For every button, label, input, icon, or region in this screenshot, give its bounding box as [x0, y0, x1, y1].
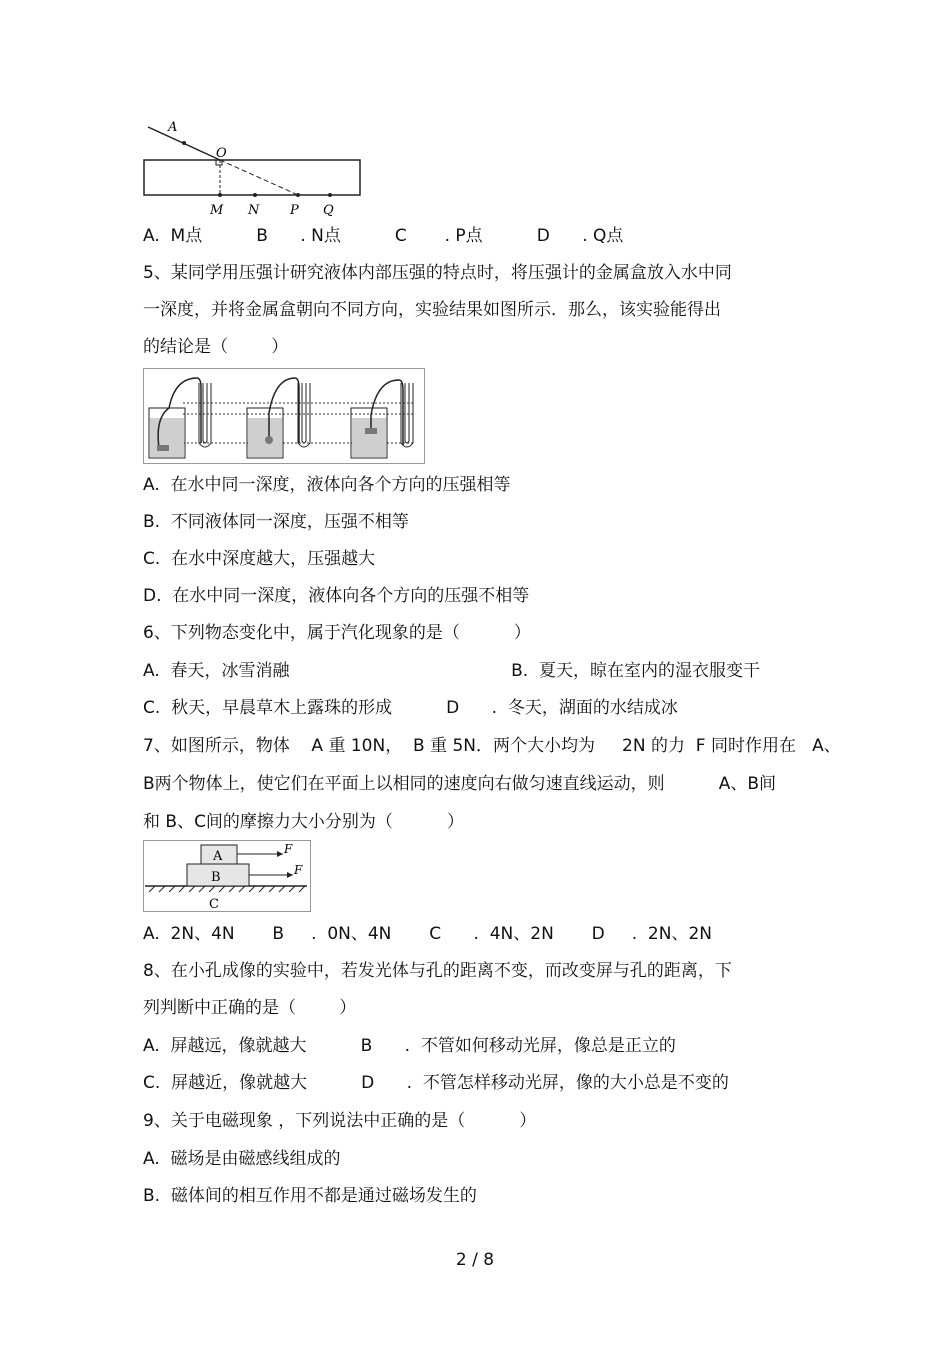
q7-options: A. 2N、4N B . 0N、4N C . 4N、2N D . 2N、2N [143, 924, 713, 944]
q5-option-b: B. 不同液体同一深度，压强不相等 [143, 512, 409, 532]
point-p-dot [296, 193, 300, 197]
q6-options-ab: A. 春天，冰雪消融 B. 夏天，晾在室内的湿衣服变干 [143, 661, 760, 681]
label-block-b: B [211, 870, 221, 885]
pressure-gauge-figure [143, 368, 425, 464]
q9-option-a: A. 磁场是由磁感线组成的 [143, 1149, 341, 1169]
q5-option-d: D. 在水中同一深度，液体向各个方向的压强不相等 [143, 586, 530, 606]
q5-option-a: A. 在水中同一深度，液体向各个方向的压强相等 [143, 475, 511, 495]
q8-options-ab: A. 屏越远，像就越大 B . 不管如何移动光屏，像总是正立的 [143, 1036, 676, 1056]
label-f-top: F [284, 842, 293, 856]
q5-stem-line-1: 5、某同学用压强计研究液体内部压强的特点时，将压强计的金属盒放入水中同 [143, 263, 732, 283]
q7-stem-line-2: B两个物体上，使它们在平面上以相同的速度向右做匀速直线运动，则 A、B间 [143, 774, 776, 794]
point-n-dot [253, 193, 257, 197]
q9-stem: 9、关于电磁现象 ，下列说法中正确的是（ ） [143, 1111, 537, 1131]
label-block-a: A [213, 849, 223, 864]
point-m-dot [218, 193, 222, 197]
label-m: M [210, 203, 224, 218]
q8-stem-line-1: 8、在小孔成像的实验中，若发光体与孔的距离不变，而改变屏与孔的距离，下 [143, 961, 732, 981]
label-o: O [216, 146, 227, 161]
refraction-figure [140, 115, 370, 220]
q9-option-b: B. 磁体间的相互作用不都是通过磁场发生的 [143, 1186, 477, 1206]
label-a: A [168, 120, 178, 135]
q5-stem-line-2: 一深度，并将金属盒朝向不同方向，实验结果如图所示．那么，该实验能得出 [143, 300, 721, 320]
label-n: N [248, 203, 260, 218]
glass-block [144, 160, 360, 195]
label-q: Q [323, 203, 334, 218]
point-a-dot [182, 141, 186, 145]
q4-options: A. M点 B . N点 C . P点 D . Q点 [143, 226, 624, 246]
q8-options-cd: C. 屏越近，像就越大 D . 不管怎样移动光屏，像的大小总是不变的 [143, 1073, 729, 1093]
extended-ray [220, 160, 298, 195]
label-f-bottom: F [294, 863, 303, 877]
q5-stem-line-3: 的结论是（ ） [143, 337, 289, 357]
page-number: 2 / 8 [455, 1250, 495, 1270]
blocks-figure [143, 840, 311, 912]
q5-option-c: C. 在水中深度越大，压强越大 [143, 549, 376, 569]
q7-stem-line-3: 和 B、C间的摩擦力大小分别为（ ） [143, 812, 464, 832]
label-c: C [209, 897, 219, 912]
q6-stem: 6、下列物态变化中，属于汽化现象的是（ ） [143, 623, 531, 643]
label-p: P [290, 203, 299, 218]
q6-options-cd: C. 秋天，早晨草木上露珠的形成 D . 冬天，湖面的水结成冰 [143, 698, 678, 718]
q8-stem-line-2: 列判断中正确的是（ ） [143, 998, 357, 1018]
point-q-dot [328, 193, 332, 197]
q7-stem-line-1: 7、如图所示，物体 A 重 10N， B 重 5N．两个大小均为 2N 的力 F 同时作用在 A、 [143, 736, 841, 756]
